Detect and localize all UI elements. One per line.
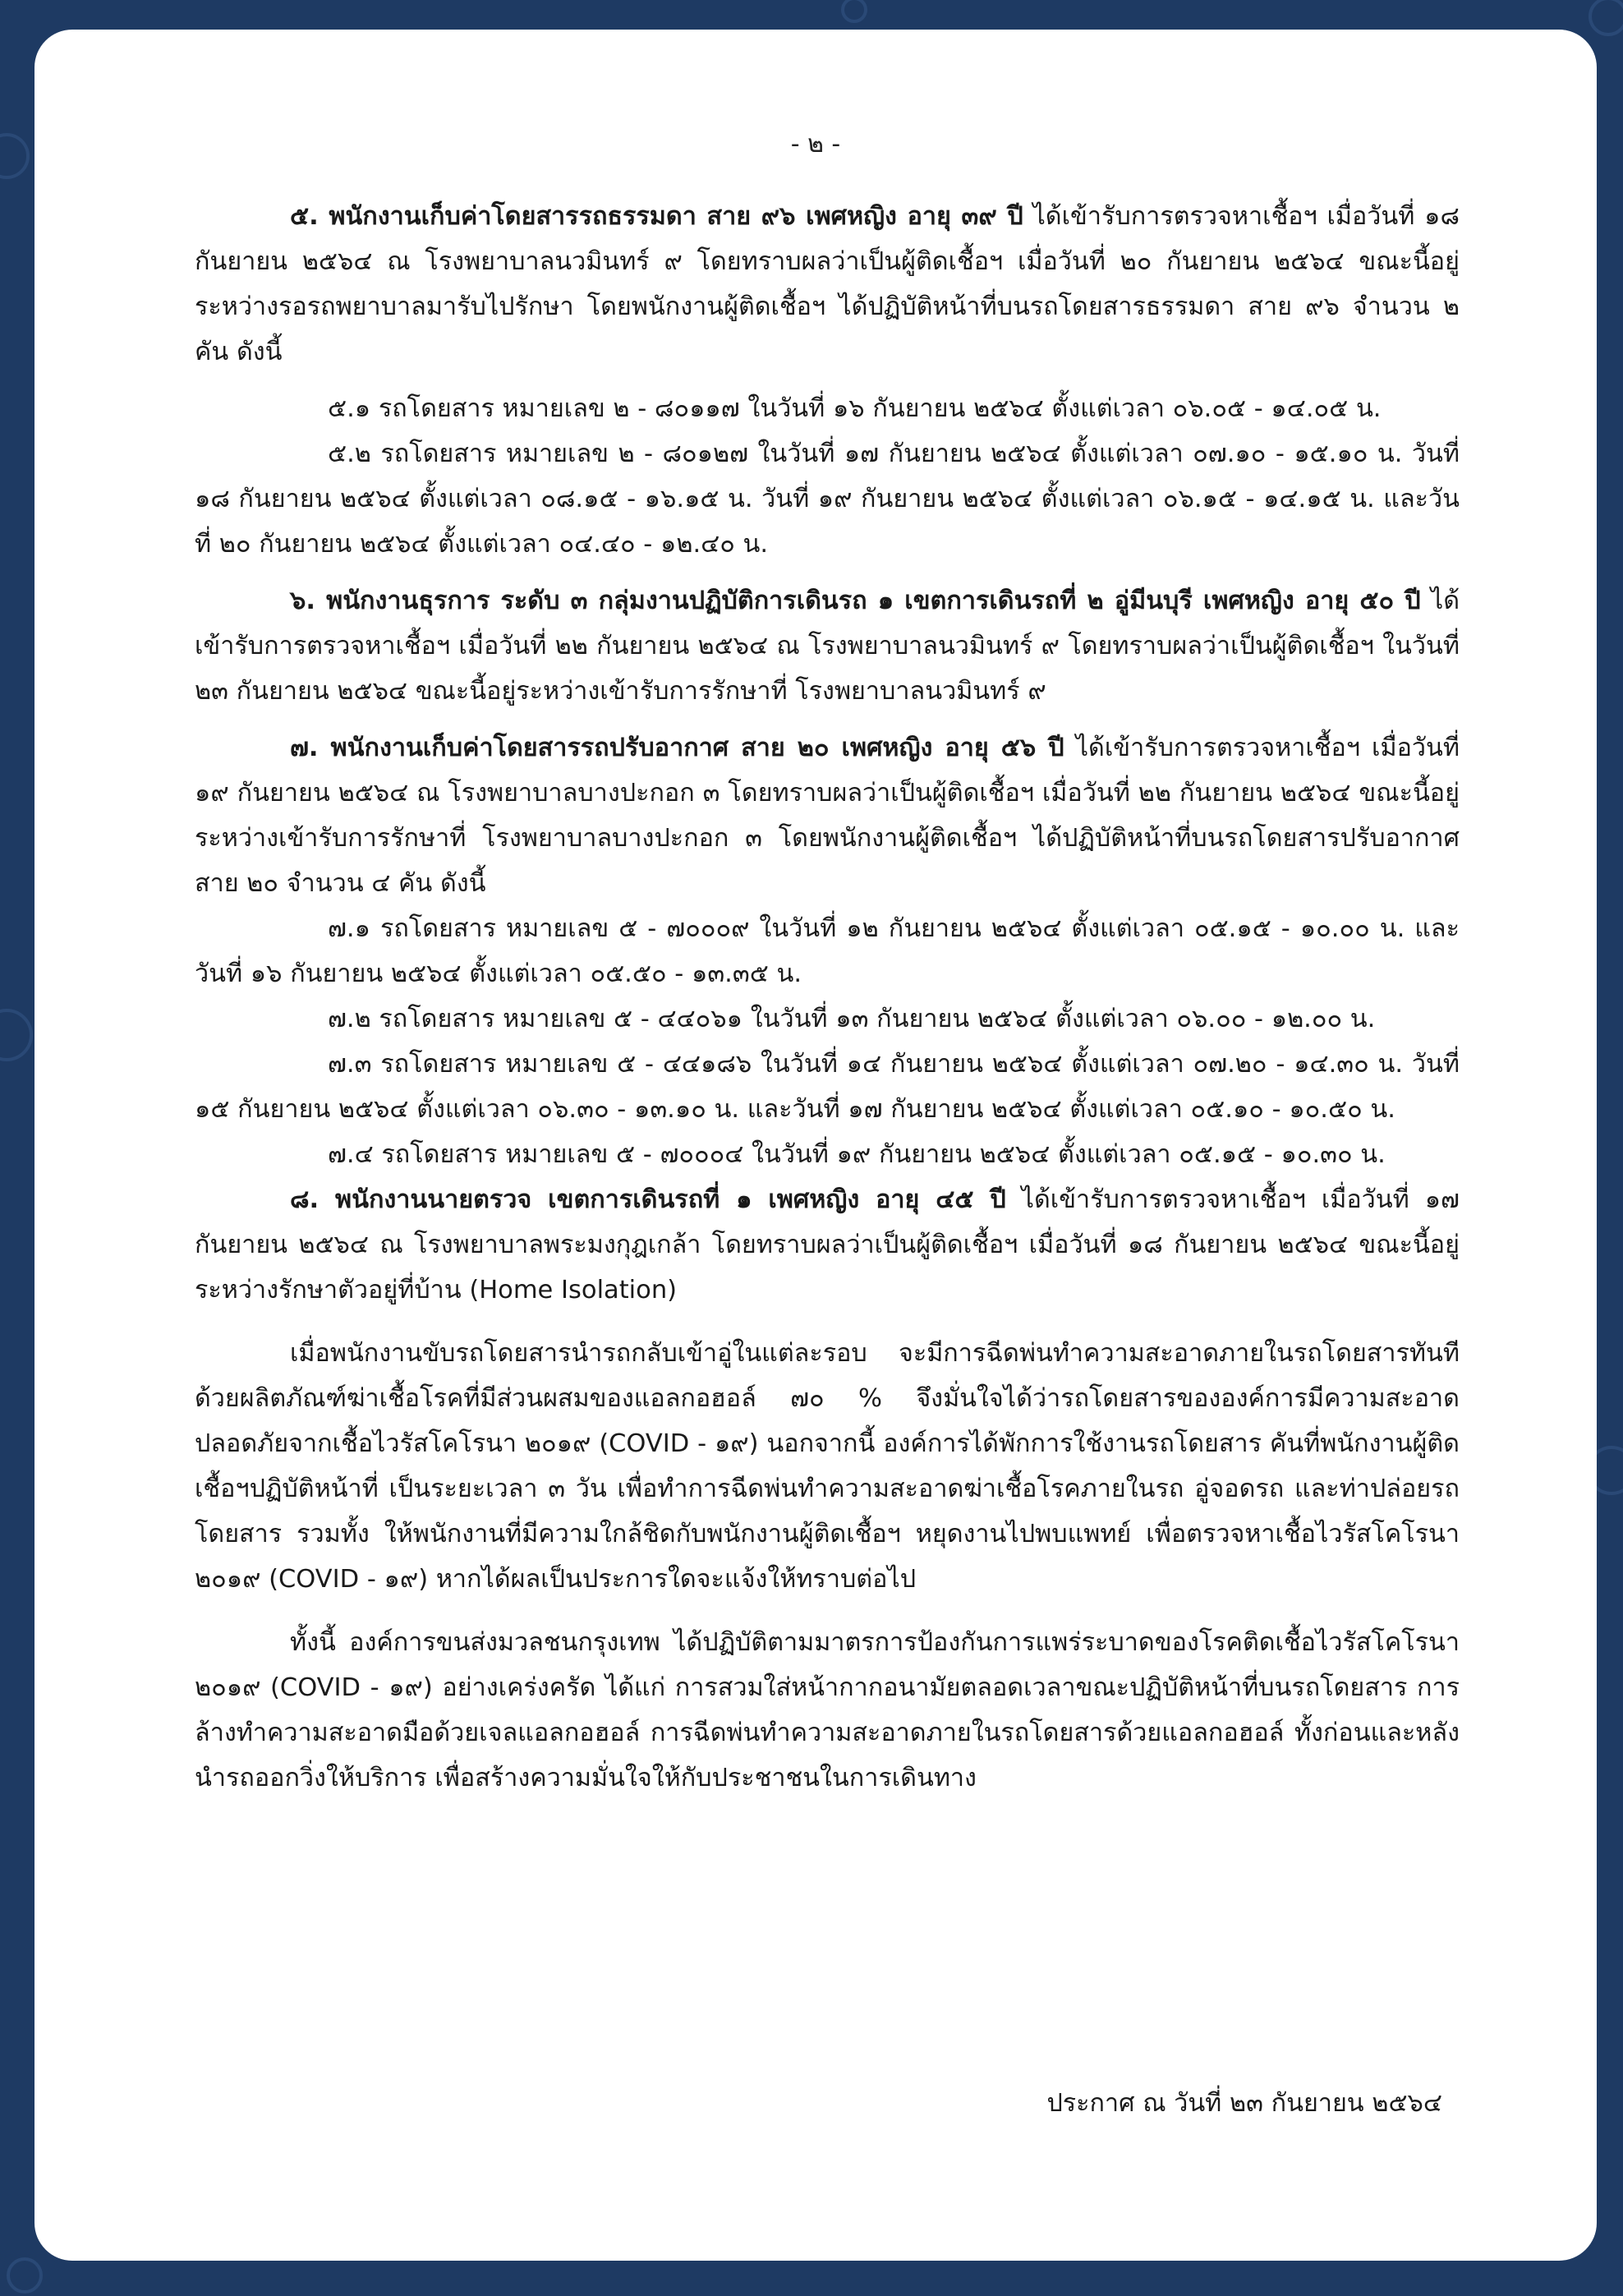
item-5-1: ๕.๑ รถโดยสาร หมายเลข ๒ - ๘๐๑๑๗ ในวันที่ ๑๖ กันยายน ๒๕๖๔ ตั้งแต่เวลา ๐๖.๐๕ - ๑๔.๐๕ น.	[328, 394, 1382, 423]
item-8-heading: ๘. พนักงานนายตรวจ เขตการเดินรถที่ ๑ เพศหญิง อายุ ๔๕ ปี	[290, 1185, 1006, 1214]
item-6-heading: ๖. พนักงานธุรการ ระดับ ๓ กลุ่มงานปฏิบัติการเดินรถ ๑ เขตการเดินรถที่ ๒ อู่มีนบุรี เพศหญิง อายุ ๕๐ ปี	[290, 587, 1421, 615]
item-8-text: ได้เข้ารับการตรวจหาเชื้อฯ เมื่อวันที่ ๑๗ กันยายน ๒๕๖๔ ณ โรงพยาบาลพระมงกุฎเกล้า โดยทราบผลว่าเป็นผู้ติดเชื้อฯ เมื่อวันที่ ๑๘ กันยายน ๒๕๖๔ ขณะนี้อยู่ระหว่างรักษาตัวอยู่ที่บ้าน (Home Isolation)	[195, 1185, 1460, 1304]
measures-paragraph: ทั้งนี้ องค์การขนส่งมวลชนกรุงเทพ ได้ปฏิบัติตามมาตรการป้องกันการแพร่ระบาดของโรคติดเชื้อไวรัสโคโรนา ๒๐๑๙ (COVID - ๑๙) อย่างเคร่งครัด ได้แก่ การสวมใส่หน้ากากอนามัยตลอดเวลาขณะปฏิบัติหน้าที่บนรถโดยสาร การล้างทำความสะอาดมือด้วยเจลแอลกอฮอล์ การฉีดพ่นทำความสะอาดภายในรถโดยสารด้วยแอลกอฮอล์ ทั้งก่อนและหลังนำรถออกวิ่งให้บริการ เพื่อสร้างความมั่นใจให้กับประชาชนในการเดินทาง	[195, 1628, 1460, 1792]
item-7-1: ๗.๑ รถโดยสาร หมายเลข ๕ - ๗๐๐๐๙ ในวันที่ ๑๒ กันยายน ๒๕๖๔ ตั้งแต่เวลา ๐๕.๑๕ - ๑๐.๐๐ น. และวันที่ ๑๖ กันยายน ๒๕๖๔ ตั้งแต่เวลา ๐๕.๕๐ - ๑๓.๓๕ น.	[195, 914, 1460, 988]
item-6	[195, 578, 1460, 714]
document-body	[195, 194, 1460, 1801]
item-5-heading: ๕. พนักงานเก็บค่าโดยสารรถธรรมดา สาย ๙๖ เพศหญิง อายุ ๓๙ ปี	[290, 202, 1023, 231]
item-5-2: ๕.๒ รถโดยสาร หมายเลข ๒ - ๘๐๑๒๗ ในวันที่ ๑๗ กันยายน ๒๕๖๔ ตั้งแต่เวลา ๐๗.๑๐ - ๑๕.๑๐ น. วันที่ ๑๘ กันยายน ๒๕๖๔ ตั้งแต่เวลา ๐๘.๑๕ - ๑๖.๑๕ น. วันที่ ๑๙ กันยายน ๒๕๖๔ ตั้งแต่เวลา ๐๖.๑๕ - ๑๔.๑๕ น. และวันที่ ๒๐ กันยายน ๒๕๖๔ ตั้งแต่เวลา ๐๔.๔๐ - ๑๒.๔๐ น.	[195, 439, 1460, 559]
item-7-2: ๗.๒ รถโดยสาร หมายเลข ๕ - ๔๔๐๖๑ ในวันที่ ๑๓ กันยายน ๒๕๖๔ ตั้งแต่เวลา ๐๖.๐๐ - ๑๒.๐๐ น.	[328, 1005, 1376, 1033]
announcement-date: ประกาศ ณ วันที่ ๒๓ กันยายน ๒๕๖๔	[1046, 2089, 1442, 2118]
page-number: - ๒ -	[790, 130, 841, 159]
document-page	[34, 30, 1597, 2261]
item-7	[195, 725, 1460, 906]
item-7-4: ๗.๔ รถโดยสาร หมายเลข ๕ - ๗๐๐๐๔ ในวันที่ ๑๙ กันยายน ๒๕๖๔ ตั้งแต่เวลา ๐๕.๑๕ - ๑๐.๓๐ น.	[328, 1140, 1386, 1169]
item-7-3: ๗.๓ รถโดยสาร หมายเลข ๕ - ๔๔๑๘๖ ในวันที่ ๑๔ กันยายน ๒๕๖๔ ตั้งแต่เวลา ๐๗.๒๐ - ๑๔.๓๐ น. วันที่ ๑๕ กันยายน ๒๕๖๔ ตั้งแต่เวลา ๐๖.๓๐ - ๑๓.๑๐ น. และวันที่ ๑๗ กันยายน ๒๕๖๔ ตั้งแต่เวลา ๐๕.๑๐ - ๑๐.๕๐ น.	[195, 1050, 1460, 1124]
item-6-text: ได้เข้ารับการตรวจหาเชื้อฯ เมื่อวันที่ ๒๒ กันยายน ๒๕๖๔ ณ โรงพยาบาลนวมินทร์ ๙ โดยทราบผลว่าเป็นผู้ติดเชื้อฯ ในวันที่ ๒๓ กันยายน ๒๕๖๔ ขณะนี้อยู่ระหว่างเข้ารับการรักษาที่ โรงพยาบาลนวมินทร์ ๙	[195, 587, 1460, 706]
item-8	[195, 1177, 1460, 1313]
sanitation-paragraph: เมื่อพนักงานขับรถโดยสารนำรถกลับเข้าอู่ในแต่ละรอบ จะมีการฉีดพ่นทำความสะอาดภายในรถโดยสารทันทีด้วยผลิตภัณฑ์ฆ่าเชื้อโรคที่มีส่วนผสมของแอลกอฮอล์ ๗๐ % จึงมั่นใจได้ว่ารถโดยสารขององค์การมีความสะอาด ปลอดภัยจากเชื้อไวรัสโคโรนา ๒๐๑๙ (COVID - ๑๙) นอกจากนี้ องค์การได้พักการใช้งานรถโดยสาร คันที่พนักงานผู้ติดเชื้อฯปฏิบัติหน้าที่ เป็นระยะเวลา ๓ วัน เพื่อทำการฉีดพ่นทำความสะอาดฆ่าเชื้อโรคภายในรถ อู่จอดรถ และท่าปล่อยรถโดยสาร รวมทั้ง ให้พนักงานที่มีความใกล้ชิดกับพนักงานผู้ติดเชื้อฯ หยุดงานไปพบแพทย์ เพื่อตรวจหาเชื้อไวรัสโคโรนา ๒๐๑๙ (COVID - ๑๙) หากได้ผลเป็นประการใดจะแจ้งให้ทราบต่อไป	[195, 1339, 1460, 1594]
item-7-heading: ๗. พนักงานเก็บค่าโดยสารรถปรับอากาศ สาย ๒๐ เพศหญิง อายุ ๕๖ ปี	[290, 734, 1064, 762]
item-5-text: ได้เข้ารับการตรวจหาเชื้อฯ เมื่อวันที่ ๑๘ กันยายน ๒๕๖๔ ณ โรงพยาบาลนวมินทร์ ๙ โดยทราบผลว่าเป็นผู้ติดเชื้อฯ เมื่อวันที่ ๒๐ กันยายน ๒๕๖๔ ขณะนี้อยู่ระหว่างรอรถพยาบาลมารับไปรักษา โดยพนักงานผู้ติดเชื้อฯ ได้ปฏิบัติหน้าที่บนรถโดยสารธรรมดา สาย ๙๖ จำนวน ๒ คัน ดังนี้	[195, 202, 1460, 366]
item-7-text: ได้เข้ารับการตรวจหาเชื้อฯ เมื่อวันที่ ๑๙ กันยายน ๒๕๖๔ ณ โรงพยาบาลบางปะกอก ๓ โดยทราบผลว่าเป็นผู้ติดเชื้อฯ เมื่อวันที่ ๒๒ กันยายน ๒๕๖๔ ขณะนี้อยู่ระหว่างเข้ารับการรักษาที่ โรงพยาบาลบางปะกอก ๓ โดยพนักงานผู้ติดเชื้อฯ ได้ปฏิบัติหน้าที่บนรถโดยสารปรับอากาศ สาย ๒๐ จำนวน ๔ คัน ดังนี้	[195, 734, 1460, 898]
item-5	[195, 194, 1460, 375]
